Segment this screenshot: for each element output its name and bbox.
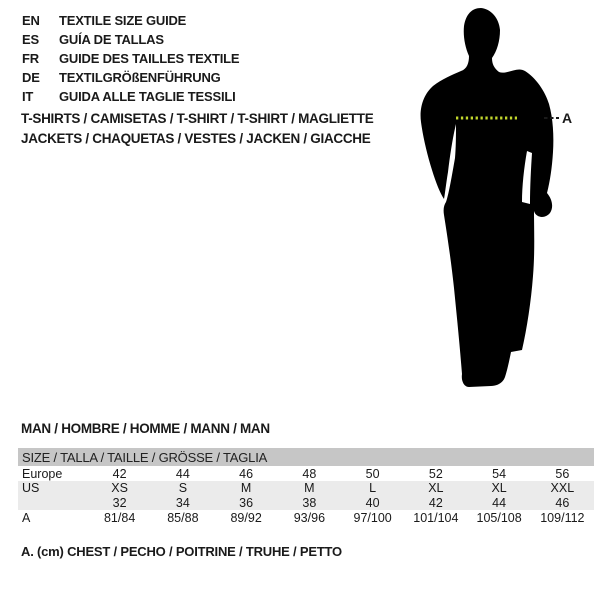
row-label: US <box>22 481 40 495</box>
table-cell: 97/100 <box>353 511 392 525</box>
language-label: TEXTILGRÖßENFÜHRUNG <box>59 70 221 85</box>
table-cell: 50 <box>365 466 380 481</box>
table-cell: 48 <box>302 466 317 481</box>
table-cell: 46 <box>239 466 254 481</box>
language-code: IT <box>22 89 34 104</box>
table-cell: 85/88 <box>167 511 199 525</box>
language-code: ES <box>22 32 39 47</box>
language-row-it <box>22 87 239 106</box>
language-code: FR <box>22 51 39 66</box>
table-cell: 56 <box>555 466 570 481</box>
language-label: GUÍA DE TALLAS <box>59 32 164 47</box>
language-list <box>22 11 239 106</box>
table-cell: 32 <box>112 495 127 510</box>
table-cell: 44 <box>492 495 507 510</box>
language-row-de <box>22 68 239 87</box>
table-cell: 38 <box>302 495 317 510</box>
table-cell: 93/96 <box>293 511 326 525</box>
language-code: EN <box>22 13 40 28</box>
category-jackets: JACKETS / CHAQUETAS / VESTES / JACKEN / GIACCHE <box>21 131 371 146</box>
language-row-fr <box>22 49 239 68</box>
table-cell: 34 <box>175 495 190 510</box>
table-cell: 105/108 <box>476 511 522 525</box>
table-cell: XL <box>428 481 444 495</box>
measure-label-a: A <box>562 110 573 126</box>
section-title-man: MAN / HOMBRE / HOMME / MANN / MAN <box>21 421 270 436</box>
man-silhouette-figure <box>400 0 600 400</box>
size-table <box>18 448 594 526</box>
language-label: GUIDE DES TAILLES TEXTILE <box>59 51 240 66</box>
language-row-es <box>22 30 239 49</box>
measurement-footnote: A. (cm) CHEST / PECHO / POITRINE / TRUHE / PETTO <box>21 544 342 559</box>
table-cell: 52 <box>428 466 443 481</box>
table-row-europe <box>18 466 594 481</box>
category-tshirts: T-SHIRTS / CAMISETAS / T-SHIRT / T-SHIRT / MAGLIETTE <box>21 111 374 126</box>
row-label: A <box>22 511 31 525</box>
table-cell: 101/104 <box>413 511 459 525</box>
language-label: GUIDA ALLE TAGLIE TESSILI <box>59 89 236 104</box>
table-cell: S <box>178 481 188 495</box>
table-cell: 42 <box>112 466 127 481</box>
man-silhouette <box>421 8 554 387</box>
table-cell: 109/112 <box>540 511 585 525</box>
table-cell: 42 <box>428 495 443 510</box>
table-cell: 54 <box>492 466 507 481</box>
table-row-us <box>18 481 594 495</box>
table-cell: L <box>369 481 377 495</box>
table-cell: 44 <box>175 466 190 481</box>
table-cell: M <box>304 481 315 495</box>
language-code: DE <box>22 70 40 85</box>
row-label: Europe <box>22 466 63 481</box>
table-cell: 36 <box>239 495 254 510</box>
table-row-us-numeric <box>18 495 594 510</box>
table-cell: XL <box>491 481 507 495</box>
size-table-header: SIZE / TALLA / TAILLE / GRÖSSE / TAGLIA <box>18 448 594 466</box>
language-label: TEXTILE SIZE GUIDE <box>59 13 187 28</box>
table-cell: 89/92 <box>230 511 262 525</box>
table-cell: XXL <box>550 481 575 495</box>
table-cell: 40 <box>365 495 380 510</box>
language-row-en <box>22 11 239 30</box>
table-row-chest-a <box>18 510 594 526</box>
garment-categories <box>21 109 373 149</box>
table-cell: XS <box>111 481 128 495</box>
table-cell: 81/84 <box>103 511 136 525</box>
table-cell: M <box>240 481 252 495</box>
table-cell: 46 <box>555 495 570 510</box>
